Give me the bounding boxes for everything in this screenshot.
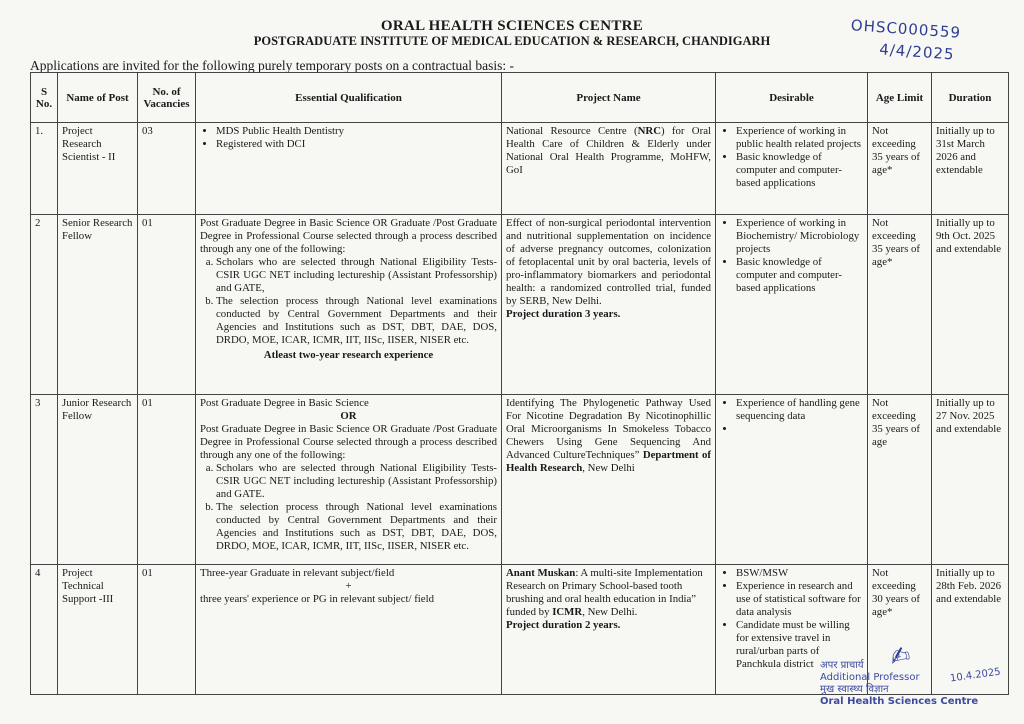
row1-desirable-item: • Experience of working in public health related projects xyxy=(736,125,863,151)
row1-duration: Initially up to 31st March 2026 and extendable xyxy=(932,123,1009,215)
handwritten-note xyxy=(849,14,962,66)
row2-desirable xyxy=(716,215,868,395)
table-row xyxy=(31,215,1009,395)
row3-qual-intro: Post Graduate Degree in Basic Science OR Graduate /Post Graduate Degree in Professional Course selected through a process described through any one of the following: xyxy=(200,423,497,461)
row3-qual-or: OR xyxy=(340,410,357,422)
row2-project-text: Effect of non-surgical periodontal intervention and nutritional supplementation on incidence of adverse pregnancy outcomes, colonization of fetoplacental unit by oral bacteria, levels of pro-inflammatory biomarkers and periodontal health: a randomized controlled trial, funded by SERB, New Delhi. xyxy=(506,217,711,307)
row3-qual-top: Post Graduate Degree in Basic Science xyxy=(200,397,369,409)
row2-age: Not exceeding 35 years of age* xyxy=(868,215,932,395)
row4-project-note: Project duration 2 years. xyxy=(506,619,621,631)
row3-sno: 3 xyxy=(31,395,58,565)
row3-project-text: Identifying The Phylogenetic Pathway Used For Nicotine Degradation By Nicotinophillic Oral Microorganisms In Smokeless Tobacco Chewers Using Gene Sequencing And Advanced CultureTechniques” xyxy=(506,397,711,461)
row4-project-bold2: ICMR xyxy=(552,606,583,618)
row4-desirable-item: • Experience in research and use of statistical software for data analysis xyxy=(736,580,863,619)
official-stamp xyxy=(820,640,1020,722)
col-sno: S No. xyxy=(31,73,58,123)
row2-qual-b: b. The selection process through National level examinations conducted by Central Government Departments and their Agencies and Institutions such as DST, DBT, DAE, DOS, DRDO, MOE, ICAR, ICMR, IIT, IISc, IISER, NISER etc. xyxy=(216,295,497,347)
row2-qualification xyxy=(196,215,502,395)
row2-duration: Initially up to 9th Oct. 2025 and extendable xyxy=(932,215,1009,395)
row1-post: Project Research Scientist - II xyxy=(58,123,138,215)
row1-qual-item: • Registered with DCI xyxy=(216,138,497,151)
col-qualification: Essential Qualification xyxy=(196,73,502,123)
row1-project xyxy=(502,123,716,215)
intro-text: Applications are invited for the following purely temporary posts on a contractual basis: - xyxy=(30,58,514,73)
row4-project-bold: Anant Muskan xyxy=(506,567,576,579)
row2-desirable-item: • Experience of working in Biochemistry/ Microbiology projects xyxy=(736,217,863,256)
row4-duration: Initially up to 28th Feb. 2026 and extendable xyxy=(932,565,1009,695)
row4-vacancies: 01 xyxy=(138,565,196,695)
row3-desirable xyxy=(716,395,868,565)
row1-project-text: National Resource Centre ( xyxy=(506,125,638,137)
centre-title: ORAL HEALTH SCIENCES CENTRE xyxy=(380,18,644,34)
row3-qual-b: b. The selection process through National level examinations conducted by Central Government Departments and their Agencies and Institutions such as DST, DBT, DAE, DOS, DRDO, MOE, ICAR, ICMR, IIT, IISc, IISER, NISER etc. xyxy=(216,501,497,553)
row1-vacancies: 03 xyxy=(138,123,196,215)
row3-qualification xyxy=(196,395,502,565)
stamp-line2: Additional Professor xyxy=(820,672,920,683)
col-age: Age Limit xyxy=(868,73,932,123)
row1-project-bold: NRC xyxy=(637,125,662,137)
row3-qual-a: a. Scholars who are selected through National Eligibility Tests-CSIR UGC NET including lectureship (Assistant Professorship) and GATE. xyxy=(216,462,497,501)
row4-qual-line2: three years' experience or PG in relevant subject/ field xyxy=(200,593,434,605)
row3-project-text2: , New Delhi xyxy=(582,462,635,474)
row4-qualification xyxy=(196,565,502,695)
row2-sno: 2 xyxy=(31,215,58,395)
table-row xyxy=(31,123,1009,215)
stamp-line3: मुख स्वास्थ्य विज्ञान xyxy=(820,684,889,695)
row2-qual-note: Atleast two-year research experience xyxy=(263,349,434,361)
signature-icon: ✍ xyxy=(887,640,913,672)
col-vacancies: No. of Vacancies xyxy=(138,73,196,123)
posts-table xyxy=(30,72,1009,695)
row1-qual-item: • MDS Public Health Dentistry xyxy=(216,125,497,138)
row3-age: Not exceeding 35 years of age xyxy=(868,395,932,565)
row2-qual-a: a. Scholars who are selected through National Eligibility Tests-CSIR UGC NET including lectureship (Assistant Professorship) and GATE, xyxy=(216,256,497,295)
row3-duration: Initially up to 27 Nov. 2025 and extendable xyxy=(932,395,1009,565)
table-row xyxy=(31,395,1009,565)
institute-subtitle: POSTGRADUATE INSTITUTE OF MEDICAL EDUCATION & RESEARCH, CHANDIGARH xyxy=(253,34,771,48)
row1-desirable xyxy=(716,123,868,215)
row2-qual-intro: Post Graduate Degree in Basic Science OR Graduate /Post Graduate Degree in Professional Course selected through a process described through any one of the following: xyxy=(200,217,497,255)
row3-project-bold: Department of Health Research xyxy=(506,449,711,474)
handwritten-date: 4/4/2025 xyxy=(878,40,956,64)
row2-project xyxy=(502,215,716,395)
row1-sno: 1. xyxy=(31,123,58,215)
row2-post: Senior Research Fellow xyxy=(58,215,138,395)
row2-project-note: Project duration 3 years. xyxy=(506,308,621,320)
row4-desirable-item: • Candidate must be willing for extensive travel in rural/urban parts of Panchkula district xyxy=(736,619,863,671)
col-post: Name of Post xyxy=(58,73,138,123)
row3-desirable-item-empty xyxy=(736,423,863,436)
row3-post: Junior Research Fellow xyxy=(58,395,138,565)
row4-sno: 4 xyxy=(31,565,58,695)
row4-age: Not exceeding 30 years of age* xyxy=(868,565,932,695)
row4-project xyxy=(502,565,716,695)
row3-vacancies: 01 xyxy=(138,395,196,565)
row4-qual-line1: Three-year Graduate in relevant subject/field xyxy=(200,567,395,579)
row2-desirable-item: • Basic knowledge of computer and computer-based applications xyxy=(736,256,863,295)
col-desirable: Desirable xyxy=(716,73,868,123)
row1-project-text2: ) for Oral Health Care of Children & Elderly under National Oral Health Programme, MoHFW, GoI xyxy=(506,125,711,176)
row1-desirable-item: • Basic knowledge of computer and computer-based applications xyxy=(736,151,863,190)
row4-project-text: : A multi-site Implementation Research on Primary School-based tooth brushing and oral health education in India” funded by xyxy=(506,567,703,618)
stamp-date: 10.4.2025 xyxy=(949,666,1002,685)
row3-desirable-item: • Experience of handling gene sequencing data xyxy=(736,397,863,423)
col-project: Project Name xyxy=(502,73,716,123)
row2-vacancies: 01 xyxy=(138,215,196,395)
row4-qual-plus: + xyxy=(345,580,352,592)
handwritten-ref: OHSC000559 xyxy=(850,16,962,42)
row1-qualification xyxy=(196,123,502,215)
row4-desirable-item: • BSW/MSW xyxy=(736,567,863,580)
stamp-line4: Oral Health Sciences Centre xyxy=(820,696,979,707)
col-duration: Duration xyxy=(932,73,1009,123)
row4-post: Project Technical Support -III xyxy=(58,565,138,695)
row3-project xyxy=(502,395,716,565)
row4-project-text2: , New Delhi. xyxy=(582,606,638,618)
row1-age: Not exceeding 35 years of age* xyxy=(868,123,932,215)
stamp-line1: अपर प्राचार्य xyxy=(820,660,864,671)
